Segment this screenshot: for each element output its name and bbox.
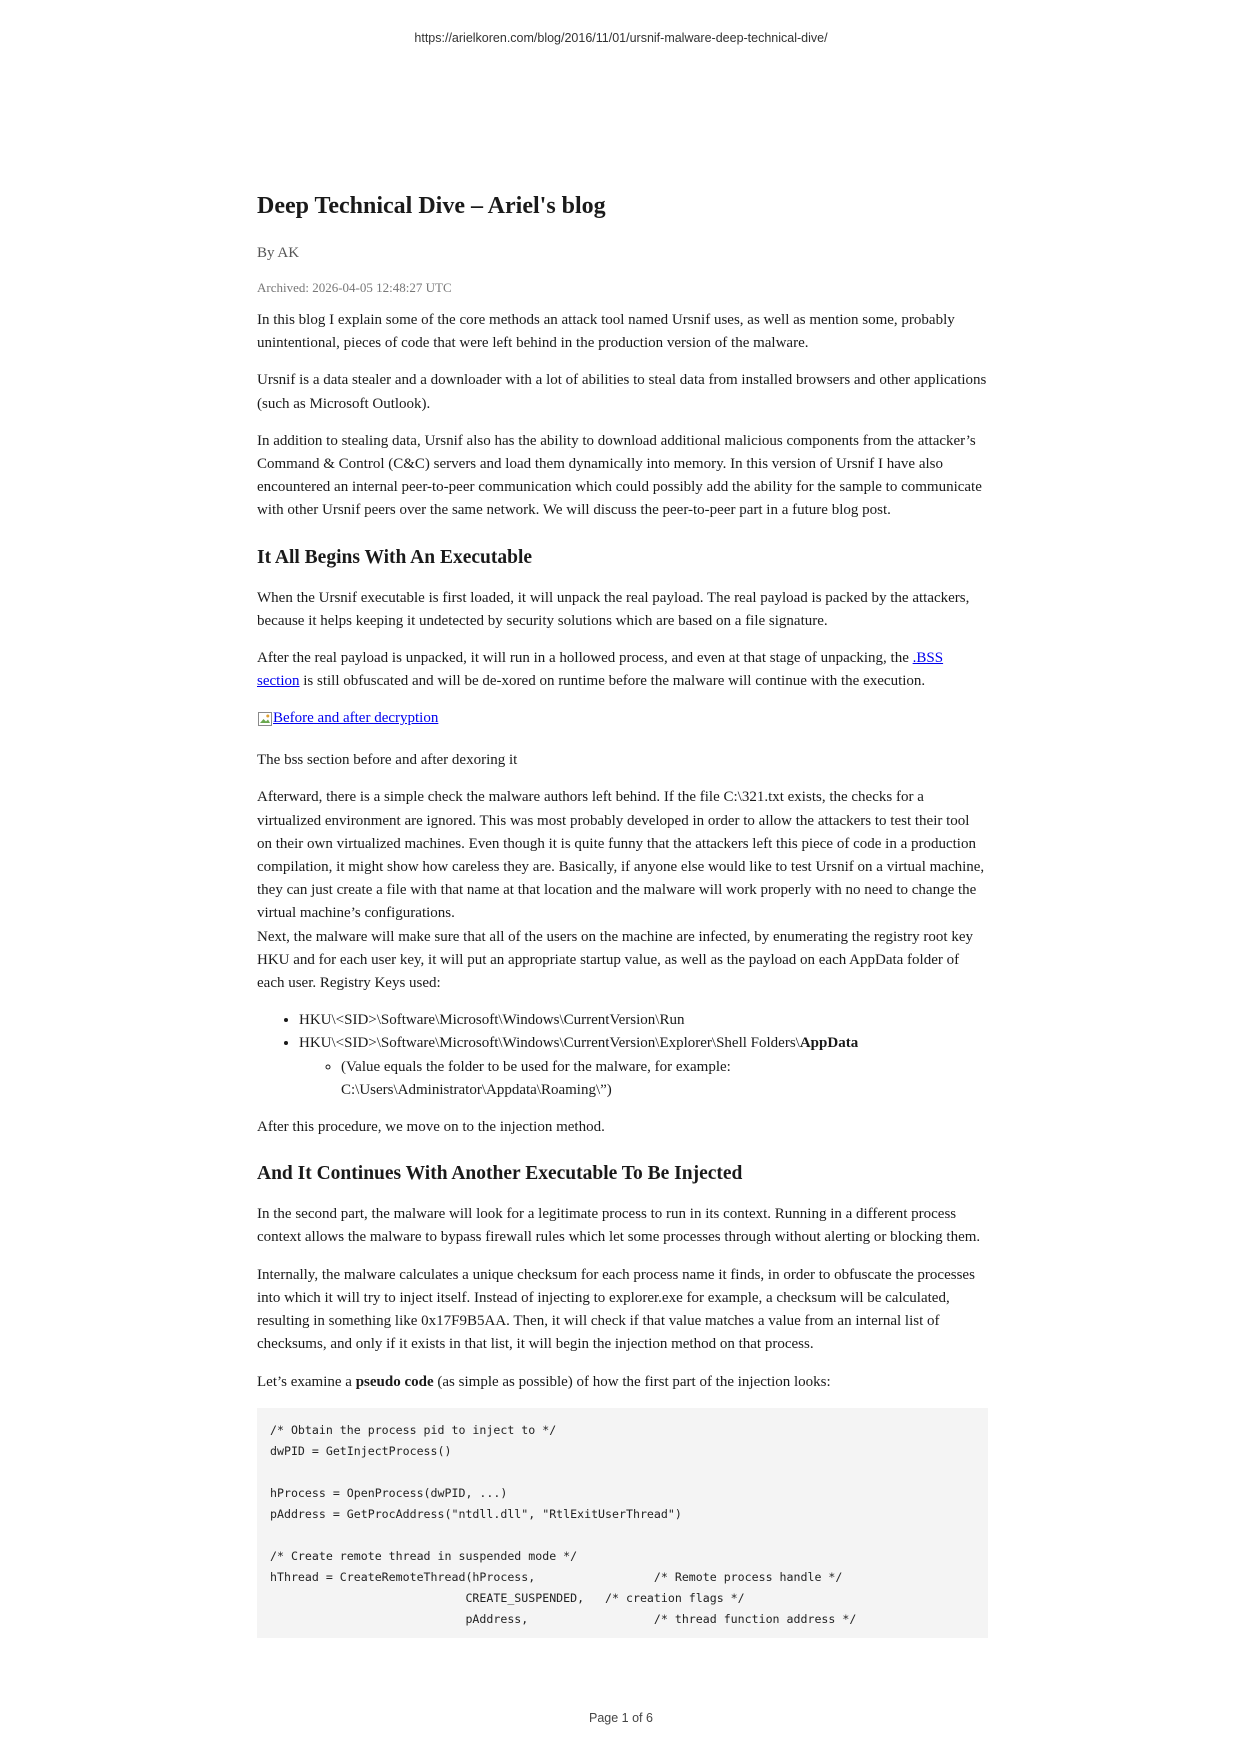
archived-timestamp: Archived: 2026-04-05 12:48:27 UTC (257, 280, 452, 295)
page-number: Page 1 of 6 (589, 1711, 653, 1725)
list-item: ◦ (Value equals the folder to be used for the malware, for example: C:\Users\Administrator\Appdata\Roaming\”) (341, 1056, 988, 1102)
intro-paragraph: In addition to stealing data, Ursnif also has the ability to download additional malicious components from the attacker’s Command & Control (C&C) servers and load them dynamically into memory. In this version of Ursnif I have also encountered an internal peer-to-peer communication which could possibly add the ability for the sample to communicate with other Ursnif peers over the same network. We will discuss the peer-to-peer part in a future blog post. (257, 432, 982, 519)
registry-note-list (299, 1056, 988, 1102)
paragraph: When the Ursnif executable is first loaded, it will unpack the real payload. The real payload is packed by the attackers, because it helps keeping it undetected by security solutions which are based on a file signature. (257, 589, 970, 629)
list-item: • HKU\<SID>\Software\Microsoft\Windows\CurrentVersion\Run (299, 1009, 988, 1032)
article (257, 190, 988, 1638)
pseudo-code-bold: pseudo code (355, 1373, 434, 1390)
section-heading-executable: It All Begins With An Executable (257, 546, 533, 568)
article-title: Deep Technical Dive – Ariel's blog (257, 193, 606, 219)
image-alt-text: Before and after decryption (273, 710, 439, 727)
image-paragraph (257, 707, 988, 735)
registry-keys-list (257, 1009, 988, 1102)
paragraph: Afterward, there is a simple check the malware authors left behind. If the file C:\321.txt exists, the checks for a virtualized environment are ignored. This was most probably developed in order to allow the attackers to test their tool on their own virtualized machines. Even though it is quite funny that the attackers left this piece of code in a production compilation, it might show how careless they are. Basically, if anyone else would like to test Ursnif on a virtual machine, they can just create a file with that name at that location and the malware will work properly with no need to change the virtual machine’s configurations. (257, 789, 985, 922)
paragraph (257, 647, 988, 693)
code-block: /* Obtain the process pid to inject to */ dwPID = GetInjectProcess() hProcess = OpenProcess(dwPID, ...) pAddress = GetProcAddress("ntdll.dll", "RtlExitUserThread") /* Create remote thread in suspended mode */ hThread = CreateRemoteThread(hProcess, /* Remote process handle */ CREATE_SUSPENDED, /* creation flags */ pAddress, /* thread function address */ (257, 1408, 988, 1638)
bss-section-link[interactable]: .BSS section (257, 650, 944, 690)
intro-paragraph: In this blog I explain some of the core methods an attack tool named Ursnif uses, as well as mention some, probably unintentional, pieces of code that were left behind in the production version of the malware. (257, 312, 955, 352)
text-run: HKU\<SID>\Software\Microsoft\Windows\CurrentVersion\Explorer\Shell Folders\ (299, 1035, 800, 1052)
appdata-bold: AppData (799, 1035, 859, 1052)
page-url-header: https://arielkoren.com/blog/2016/11/01/ursnif-malware-deep-technical-dive/ (414, 31, 828, 45)
article-byline: By AK (257, 245, 300, 261)
broken-image-icon (257, 711, 273, 727)
paragraph: In the second part, the malware will look for a legitimate process to run in its context. Running in a different process context allows the malware to bypass firewall rules which let some processes through without alerting or blocking them. (257, 1206, 981, 1246)
paragraph (257, 1371, 988, 1394)
text-run: Let’s examine a (257, 1373, 356, 1390)
image-caption: The bss section before and after dexoring it (257, 752, 518, 769)
paragraph: Internally, the malware calculates a unique checksum for each process name it finds, in order to obfuscate the processes into which it will try to inject itself. Instead of injecting to explorer.exe for example, a checksum will be calculated, resulting in something like 0x17F9B5AA. Then, it will check if that value matches a value from an internal list of checksums, and only if it exists in that list, it will begin the injection method on that process. (257, 1266, 975, 1353)
text-run: After the real payload is unpacked, it will run in a hollowed process, and even at that stage of unpacking, the (257, 650, 913, 667)
paragraph: Next, the malware will make sure that all of the users on the machine are infected, by enumerating the registry root key HKU and for each user key, it will put an appropriate startup value, as well as the payload on each AppData folder of each user. Registry Keys used: (257, 928, 973, 992)
list-item (299, 1032, 988, 1102)
text-run: (as simple as possible) of how the first part of the injection looks: (433, 1373, 831, 1390)
paragraph: After this procedure, we move on to the injection method. (257, 1119, 605, 1136)
text-run: is still obfuscated and will be de-xored on runtime before the malware will continue with the execution. (299, 673, 926, 690)
intro-paragraph: Ursnif is a data stealer and a downloader with a lot of abilities to steal data from installed browsers and other applications (such as Microsoft Outlook). (257, 372, 987, 412)
decryption-image-link[interactable] (257, 707, 438, 730)
section-heading-injection: And It Continues With Another Executable To Be Injected (257, 1163, 743, 1185)
